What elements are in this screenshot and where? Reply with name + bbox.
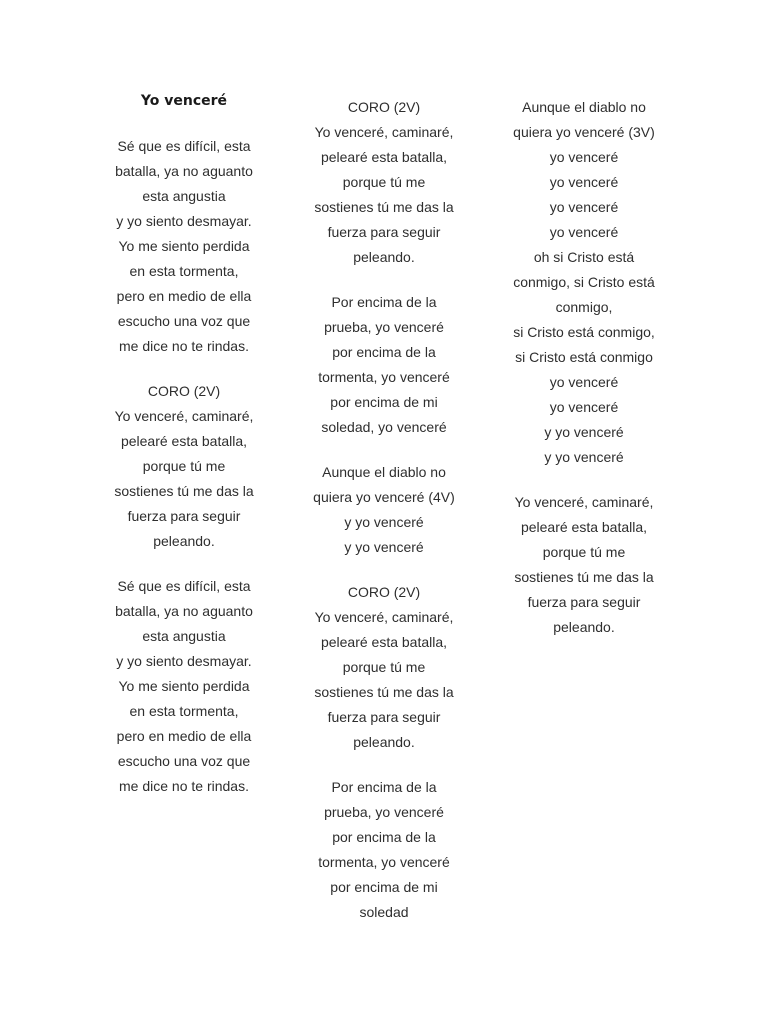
lyric-line: soledad, yo venceré <box>321 419 447 435</box>
lyric-line: escucho una voz que <box>117 753 251 769</box>
lyric-line: soledad <box>359 904 409 920</box>
lyric-line: esta angustia <box>142 188 226 204</box>
lyric-line: porque tú me <box>142 458 226 474</box>
lyric-line: tormenta, yo venceré <box>318 854 450 870</box>
lyric-line: por encima de la <box>332 829 436 845</box>
lyric-line: Aunque el diablo no <box>322 464 446 480</box>
stanza <box>99 134 269 359</box>
lyric-line: yo venceré <box>549 174 619 190</box>
lyric-line: pero en medio de ella <box>116 728 252 744</box>
lyric-line: conmigo, si Cristo está <box>513 274 655 290</box>
lyric-line: sostienes tú me das la <box>114 483 254 499</box>
song-title: Yo venceré <box>140 93 228 109</box>
lyric-line: peleando. <box>353 734 415 750</box>
lyric-line: en esta tormenta, <box>129 263 239 279</box>
lyric-line: oh si Cristo está <box>533 249 635 265</box>
lyric-line: conmigo, <box>555 299 613 315</box>
lyric-line: por encima de mi <box>330 879 438 895</box>
lyric-line: peleando. <box>353 249 415 265</box>
lyric-line: Yo venceré, caminaré, <box>114 408 254 424</box>
lyric-line: pelearé esta batalla, <box>120 433 248 449</box>
lyric-line: Yo venceré, caminaré, <box>314 124 454 140</box>
lyric-line: yo venceré <box>549 399 619 415</box>
lyric-line: y yo venceré <box>344 514 424 530</box>
lyric-line: batalla, ya no aguanto <box>115 163 253 179</box>
lyric-line: y yo siento desmayar. <box>116 653 252 669</box>
lyric-line: y yo siento desmayar. <box>116 213 252 229</box>
lyric-line: peleando. <box>553 619 615 635</box>
lyric-line: fuerza para seguir <box>527 594 641 610</box>
lyric-line: en esta tormenta, <box>129 703 239 719</box>
lyric-line: prueba, yo venceré <box>324 319 444 335</box>
lyric-line: yo venceré <box>549 149 619 165</box>
lyric-line: porque tú me <box>542 544 626 560</box>
lyric-line: fuerza para seguir <box>327 224 441 240</box>
lyric-line: quiera yo venceré (4V) <box>313 489 455 505</box>
stanza <box>299 460 469 560</box>
lyric-line: porque tú me <box>342 659 426 675</box>
lyric-line: peleando. <box>153 533 215 549</box>
lyric-line: yo venceré <box>549 224 619 240</box>
lyric-line: tormenta, yo venceré <box>318 369 450 385</box>
lyric-line: yo venceré <box>549 374 619 390</box>
stanza <box>299 775 469 925</box>
lyric-line: Aunque el diablo no <box>522 99 646 115</box>
lyric-line: y yo venceré <box>544 424 624 440</box>
lyric-line: Yo me siento perdida <box>118 238 250 254</box>
lyric-line: sostienes tú me das la <box>314 684 454 700</box>
lyric-line: Sé que es difícil, esta <box>117 578 251 594</box>
lyric-line: CORO (2V) <box>147 383 221 399</box>
lyric-line: Yo venceré, caminaré, <box>314 609 454 625</box>
stanza <box>499 95 669 470</box>
lyric-line: batalla, ya no aguanto <box>115 603 253 619</box>
lyric-line: Por encima de la <box>331 294 437 310</box>
lyric-line: y yo venceré <box>344 539 424 555</box>
lyric-line: CORO (2V) <box>347 99 421 115</box>
lyric-line: pelearé esta batalla, <box>520 519 648 535</box>
stanza <box>499 490 669 640</box>
lyric-line: CORO (2V) <box>347 584 421 600</box>
lyric-line: por encima de la <box>332 344 436 360</box>
lyric-line: pero en medio de ella <box>116 288 252 304</box>
stanza <box>299 290 469 440</box>
lyric-line: fuerza para seguir <box>127 508 241 524</box>
lyric-line: Yo venceré, caminaré, <box>514 494 654 510</box>
lyric-line: Yo me siento perdida <box>118 678 250 694</box>
lyric-line: quiera yo venceré (3V) <box>513 124 655 140</box>
lyric-line: me dice no te rindas. <box>119 338 249 354</box>
lyrics-column-2 <box>299 95 469 945</box>
lyric-line: y yo venceré <box>544 449 624 465</box>
stanza <box>99 379 269 554</box>
lyric-line: Por encima de la <box>331 779 437 795</box>
lyric-line: escucho una voz que <box>117 313 251 329</box>
lyric-line: Sé que es difícil, esta <box>117 138 251 154</box>
lyrics-column-1 <box>99 88 269 819</box>
stanza <box>299 580 469 755</box>
lyric-line: pelearé esta batalla, <box>320 149 448 165</box>
lyric-line: yo venceré <box>549 199 619 215</box>
lyric-line: si Cristo está conmigo <box>515 349 653 365</box>
lyric-line: porque tú me <box>342 174 426 190</box>
lyric-line: prueba, yo venceré <box>324 804 444 820</box>
lyric-line: por encima de mi <box>330 394 438 410</box>
lyric-line: fuerza para seguir <box>327 709 441 725</box>
lyrics-column-3 <box>499 95 669 660</box>
lyric-line: sostienes tú me das la <box>514 569 654 585</box>
stanza <box>99 574 269 799</box>
lyric-line: me dice no te rindas. <box>119 778 249 794</box>
lyric-line: sostienes tú me das la <box>314 199 454 215</box>
lyric-line: esta angustia <box>142 628 226 644</box>
lyric-line: si Cristo está conmigo, <box>513 324 655 340</box>
stanza <box>299 95 469 270</box>
lyric-line: pelearé esta batalla, <box>320 634 448 650</box>
